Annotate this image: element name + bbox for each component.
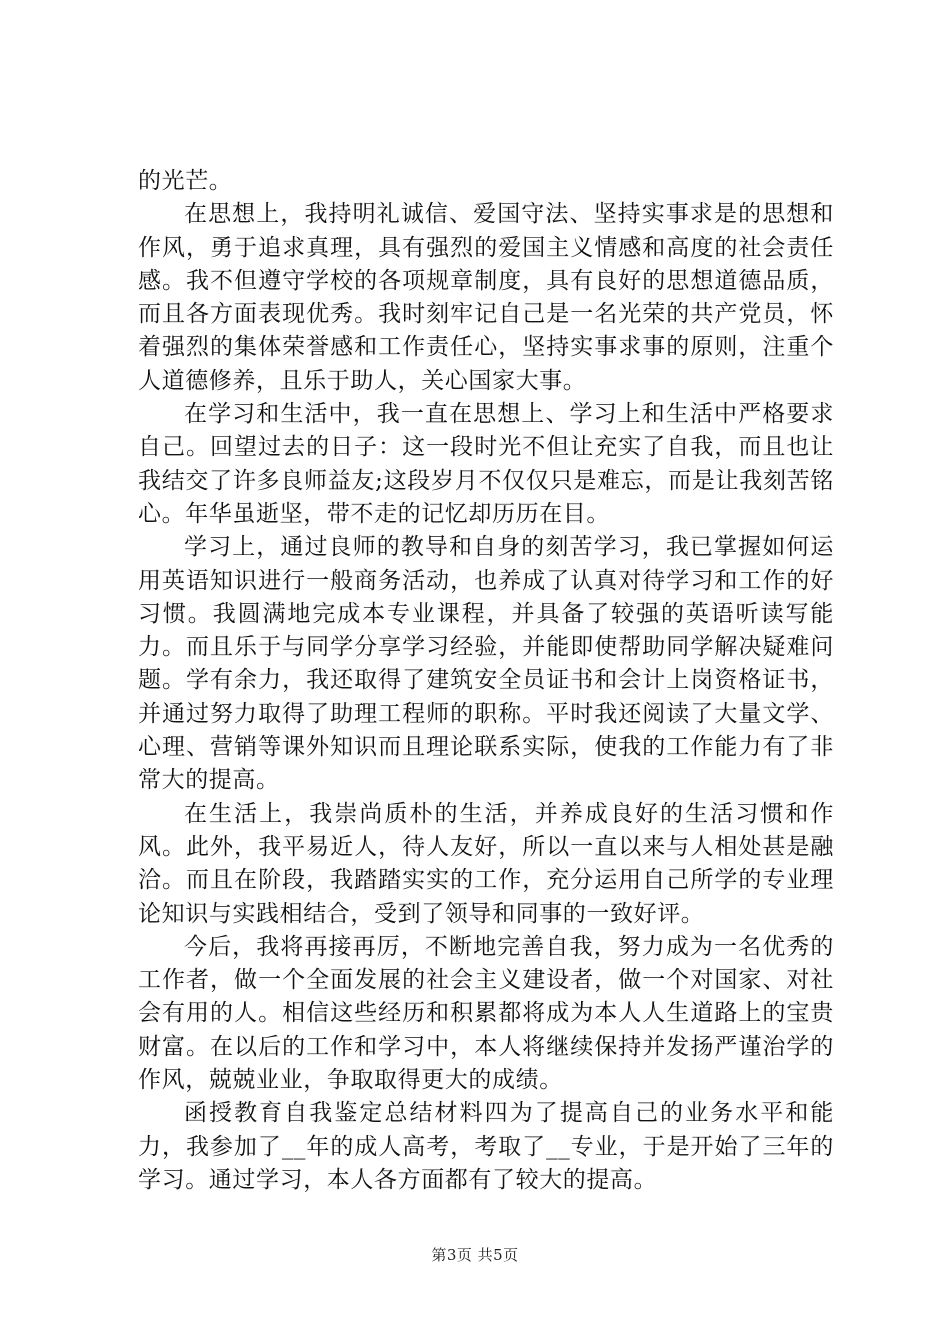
paragraph-2: 在思想上，我持明礼诚信、爱国守法、坚持实事求是的思想和作风，勇于追求真理，具有强烈的爱国主义情感和高度的社会责任感。我不但遵守学校的各项规章制度，具有良好的思想道德品质，而且各方面表现优秀。我时刻牢记自己是一名光荣的共产党员，怀着强烈的集体荣誉感和工作责任心，坚持实事求事的原则，注重个人道德修养，且乐于助人，关心国家大事。 — [138, 201, 834, 394]
paragraph-1: 的光芒。 — [138, 168, 233, 194]
paragraph-5: 在生活上，我崇尚质朴的生活，并养成良好的生活习惯和作风。此外，我平易近人，待人友好，所以一直以来与人相处甚是融洽。而且在阶段，我踏踏实实的工作，充分运用自己所学的专业理论知识与实践相结合，受到了领导和同事的一致好评。 — [138, 800, 834, 927]
paragraph-6: 今后，我将再接再厉，不断地完善自我，努力成为一名优秀的工作者，做一个全面发展的社会主义建设者，做一个对国家、对社会有用的人。相信这些经历和积累都将成为本人人生道路上的宝贵财富。在以后的工作和学习中，本人将继续保持并发扬严谨治学的作风，兢兢业业，争取取得更大的成绩。 — [138, 933, 834, 1094]
page-number-label: 第3页 共5页 — [431, 1246, 519, 1264]
page-footer — [0, 1244, 950, 1265]
paragraph-4: 学习上，通过良师的教导和自身的刻苦学习，我已掌握如何运用英语知识进行一般商务活动，也养成了认真对待学习和工作的好习惯。我圆满地完成本专业课程，并具备了较强的英语听读写能力。而且乐于与同学分享学习经验，并能即使帮助同学解决疑难问题。学有余力，我还取得了建筑安全员证书和会计上岗资格证书，并通过努力取得了助理工程师的职称。平时我还阅读了大量文学、心理、营销等课外知识而且理论联系实际，使我的工作能力有了非常大的提高。 — [138, 534, 834, 794]
paragraph-7: 函授教育自我鉴定总结材料四为了提高自己的业务水平和能力，我参加了__年的成人高考，考取了__专业，于是开始了三年的学习。通过学习，本人各方面都有了较大的提高。 — [138, 1100, 834, 1193]
document-body — [138, 165, 834, 1197]
paragraph-3: 在学习和生活中，我一直在思想上、学习上和生活中严格要求自己。回望过去的日子：这一段时光不但让充实了自我，而且也让我结交了许多良师益友;这段岁月不仅仅只是难忘，而是让我刻苦铭心。年华虽逝坚，带不走的记忆却历历在目。 — [138, 401, 834, 527]
